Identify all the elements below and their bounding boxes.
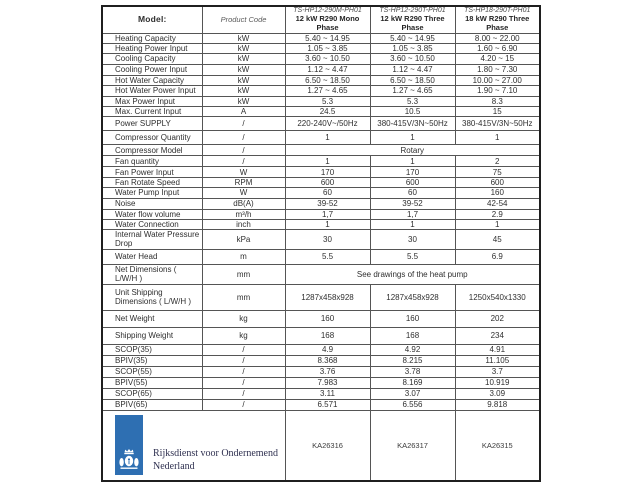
row-value: 1 <box>285 219 370 229</box>
spec-row <box>102 327 540 344</box>
row-value: 6.50 ~ 18.50 <box>370 75 455 85</box>
row-unit: m <box>202 249 285 264</box>
spec-row <box>102 96 540 106</box>
spec-row <box>102 366 540 377</box>
row-value: 1,7 <box>370 209 455 219</box>
row-label: Heating Power Input <box>102 44 202 54</box>
rvo-org-name-line1: Rijksdienst voor Ondernemend <box>153 447 278 459</box>
row-label: Water flow volume <box>102 209 202 219</box>
row-value: 8.3 <box>455 96 540 106</box>
row-value: 4.9 <box>285 344 370 355</box>
row-value: 7.983 <box>285 377 370 388</box>
row-label: Compressor Model <box>102 145 202 156</box>
row-value: 24.5 <box>285 106 370 116</box>
row-label: Noise <box>102 198 202 209</box>
row-value: 1.90 ~ 7.10 <box>455 85 540 96</box>
row-value: 6.9 <box>455 249 540 264</box>
product-header-3 <box>455 6 540 34</box>
row-value: 3.09 <box>455 388 540 399</box>
spec-row <box>102 344 540 355</box>
footer-row <box>102 410 540 481</box>
row-label: Water Connection <box>102 219 202 229</box>
row-value: 75 <box>455 167 540 178</box>
row-unit: / <box>202 366 285 377</box>
spec-row <box>102 188 540 198</box>
spec-table-header <box>102 6 540 34</box>
row-unit: mm <box>202 264 285 284</box>
row-value: 600 <box>370 178 455 188</box>
spec-row <box>102 131 540 145</box>
row-label: Hot Water Capacity <box>102 75 202 85</box>
row-label: Compressor Quantity <box>102 131 202 145</box>
spec-row <box>102 85 540 96</box>
row-unit: / <box>202 131 285 145</box>
row-value: 1.60 ~ 6.90 <box>455 44 540 54</box>
row-value: 1.12 ~ 4.47 <box>285 64 370 75</box>
row-value: 30 <box>285 229 370 249</box>
header-row <box>102 6 540 34</box>
row-unit: mm <box>202 284 285 310</box>
row-unit: kW <box>202 44 285 54</box>
row-value: 1.05 ~ 3.85 <box>370 44 455 54</box>
row-unit: / <box>202 388 285 399</box>
row-value: 11.105 <box>455 355 540 366</box>
spec-table <box>101 5 541 482</box>
row-label: Fan Rotate Speed <box>102 178 202 188</box>
row-label: Max. Current Input <box>102 106 202 116</box>
row-value: 3.60 ~ 10.50 <box>370 54 455 64</box>
row-unit: kW <box>202 34 285 44</box>
spec-row <box>102 145 540 156</box>
row-label: Shipping Weight <box>102 327 202 344</box>
row-unit: kW <box>202 75 285 85</box>
row-value: 3.78 <box>370 366 455 377</box>
row-value: 60 <box>285 188 370 198</box>
row-value: 1.12 ~ 4.47 <box>370 64 455 75</box>
row-label: Internal Water Pressure Drop <box>102 229 202 249</box>
row-unit: / <box>202 355 285 366</box>
row-value: 1 <box>285 156 370 167</box>
row-value: 1 <box>370 156 455 167</box>
spec-row <box>102 377 540 388</box>
row-value: 3.60 ~ 10.50 <box>285 54 370 64</box>
row-value: 1287x458x928 <box>285 284 370 310</box>
spec-row <box>102 310 540 327</box>
row-value: 15 <box>455 106 540 116</box>
spec-row <box>102 249 540 264</box>
row-value: 160 <box>285 310 370 327</box>
row-label: Cooling Capacity <box>102 54 202 64</box>
spec-row <box>102 106 540 116</box>
spec-row <box>102 209 540 219</box>
product-header-2 <box>370 6 455 34</box>
row-value: 1287x458x928 <box>370 284 455 310</box>
row-value: 8.00 ~ 22.00 <box>455 34 540 44</box>
row-value: 42-54 <box>455 198 540 209</box>
row-value: 4.92 <box>370 344 455 355</box>
product-3-name: 18 kW R290 Three Phase <box>465 14 530 33</box>
row-value: 3.11 <box>285 388 370 399</box>
spec-row <box>102 229 540 249</box>
row-value: 600 <box>285 178 370 188</box>
product-1-code: TS-HP12-290M-PH01 <box>293 7 362 15</box>
row-value: 8.169 <box>370 377 455 388</box>
row-value: 10.5 <box>370 106 455 116</box>
row-label: Net Dimensions ( L/W/H ) <box>102 264 202 284</box>
row-label: SCOP(35) <box>102 344 202 355</box>
spec-table-body <box>102 34 540 411</box>
row-label: BPIV(65) <box>102 399 202 410</box>
row-value: 9.818 <box>455 399 540 410</box>
spec-table-footer <box>102 410 540 481</box>
row-value: 10.919 <box>455 377 540 388</box>
spec-row <box>102 198 540 209</box>
row-value: 220-240V~/50Hz <box>285 117 370 131</box>
spec-row <box>102 167 540 178</box>
row-value: 160 <box>455 188 540 198</box>
row-value: 5.3 <box>370 96 455 106</box>
row-label: Net Weight <box>102 310 202 327</box>
certificate-code-2: KA26317 <box>370 410 455 481</box>
row-unit: kg <box>202 310 285 327</box>
row-unit: m³/h <box>202 209 285 219</box>
row-value: 202 <box>455 310 540 327</box>
row-label: Cooling Power Input <box>102 64 202 75</box>
row-value: 380-415V/3N~50Hz <box>370 117 455 131</box>
row-value: 8.368 <box>285 355 370 366</box>
row-value: 600 <box>455 178 540 188</box>
spec-row <box>102 355 540 366</box>
row-unit: dB(A) <box>202 198 285 209</box>
row-value: 170 <box>285 167 370 178</box>
row-label: SCOP(55) <box>102 366 202 377</box>
row-label: BPIV(55) <box>102 377 202 388</box>
model-header-cell <box>102 6 202 34</box>
product-1-name: 12 kW R290 Mono Phase <box>295 14 360 33</box>
row-unit: RPM <box>202 178 285 188</box>
row-value: 2.9 <box>455 209 540 219</box>
row-value-span: Rotary <box>285 145 540 156</box>
spec-sheet <box>101 5 541 482</box>
spec-row <box>102 219 540 229</box>
row-label: SCOP(65) <box>102 388 202 399</box>
certificate-code-3: KA26315 <box>455 410 540 481</box>
product-3-code: TS-HP18-290T-PH01 <box>464 7 531 15</box>
row-value: 168 <box>285 327 370 344</box>
row-unit: W <box>202 188 285 198</box>
certificate-code-1: KA26316 <box>285 410 370 481</box>
row-value: 1.80 ~ 7.30 <box>455 64 540 75</box>
row-value: 4.91 <box>455 344 540 355</box>
row-value: 30 <box>370 229 455 249</box>
row-value: 5.5 <box>370 249 455 264</box>
row-label: Unit Shipping Dimensions ( L/W/H ) <box>102 284 202 310</box>
row-value: 5.40 ~ 14.95 <box>285 34 370 44</box>
row-value: 4.20 ~ 15 <box>455 54 540 64</box>
row-unit: kW <box>202 54 285 64</box>
row-value: 160 <box>370 310 455 327</box>
spec-row <box>102 399 540 410</box>
row-label: Hot Water Power Input <box>102 85 202 96</box>
row-value: 2 <box>455 156 540 167</box>
row-label: Water Head <box>102 249 202 264</box>
row-unit: kW <box>202 96 285 106</box>
row-value: 10.00 ~ 27.00 <box>455 75 540 85</box>
row-unit: / <box>202 117 285 131</box>
row-unit: / <box>202 344 285 355</box>
row-label: Power SUPPLY <box>102 117 202 131</box>
row-unit: / <box>202 156 285 167</box>
row-value: 45 <box>455 229 540 249</box>
row-value: 1 <box>455 131 540 145</box>
row-value: 168 <box>370 327 455 344</box>
row-label: Fan quantity <box>102 156 202 167</box>
row-value: 39-52 <box>370 198 455 209</box>
row-value: 6.556 <box>370 399 455 410</box>
row-value: 5.40 ~ 14.95 <box>370 34 455 44</box>
row-value: 60 <box>370 188 455 198</box>
row-label: Heating Capacity <box>102 34 202 44</box>
spec-row <box>102 388 540 399</box>
row-label: Max Power Input <box>102 96 202 106</box>
product-code-header-cell <box>202 6 285 34</box>
rvo-logo-cell <box>102 410 285 481</box>
row-value: 380-415V/3N~50Hz <box>455 117 540 131</box>
spec-row <box>102 34 540 44</box>
row-label: BPIV(35) <box>102 355 202 366</box>
product-2-code: TS-HP12-290T-PH01 <box>379 7 446 15</box>
rvo-logo-ribbon <box>115 415 143 475</box>
row-label: Fan Power Input <box>102 167 202 178</box>
row-value: 6.571 <box>285 399 370 410</box>
row-value: 1250x540x1330 <box>455 284 540 310</box>
row-value: 3.76 <box>285 366 370 377</box>
row-value: 8.215 <box>370 355 455 366</box>
row-unit: A <box>202 106 285 116</box>
row-unit: kW <box>202 64 285 75</box>
spec-row <box>102 75 540 85</box>
spec-row <box>102 178 540 188</box>
row-unit: / <box>202 145 285 156</box>
row-value: 1,7 <box>285 209 370 219</box>
spec-row <box>102 264 540 284</box>
row-value: 1.27 ~ 4.65 <box>285 85 370 96</box>
row-unit: inch <box>202 219 285 229</box>
spec-row <box>102 64 540 75</box>
row-value: 6.50 ~ 18.50 <box>285 75 370 85</box>
model-label: Model: <box>137 14 167 25</box>
row-value: 234 <box>455 327 540 344</box>
row-value: 1.27 ~ 4.65 <box>370 85 455 96</box>
dutch-coat-of-arms-icon <box>118 448 140 472</box>
row-label: Water Pump Input <box>102 188 202 198</box>
product-code-label: Product Code <box>220 15 267 25</box>
rvo-org-name <box>153 447 278 473</box>
row-value-span: See drawings of the heat pump <box>285 264 540 284</box>
row-value: 1 <box>370 219 455 229</box>
row-value: 5.3 <box>285 96 370 106</box>
spec-row <box>102 117 540 131</box>
row-value: 3.07 <box>370 388 455 399</box>
spec-row <box>102 156 540 167</box>
row-value: 1 <box>370 131 455 145</box>
row-unit: kPa <box>202 229 285 249</box>
row-unit: / <box>202 399 285 410</box>
row-value: 3.7 <box>455 366 540 377</box>
product-2-name: 12 kW R290 Three Phase <box>380 14 445 33</box>
row-value: 39-52 <box>285 198 370 209</box>
row-unit: / <box>202 377 285 388</box>
spec-row <box>102 284 540 310</box>
row-unit: W <box>202 167 285 178</box>
spec-row <box>102 44 540 54</box>
rvo-org-name-line2: Nederland <box>153 460 195 472</box>
row-value: 5.5 <box>285 249 370 264</box>
row-value: 170 <box>370 167 455 178</box>
spec-row <box>102 54 540 64</box>
row-unit: kW <box>202 85 285 96</box>
row-value: 1 <box>455 219 540 229</box>
row-value: 1 <box>285 131 370 145</box>
row-value: 1.05 ~ 3.85 <box>285 44 370 54</box>
row-unit: kg <box>202 327 285 344</box>
product-header-1 <box>285 6 370 34</box>
